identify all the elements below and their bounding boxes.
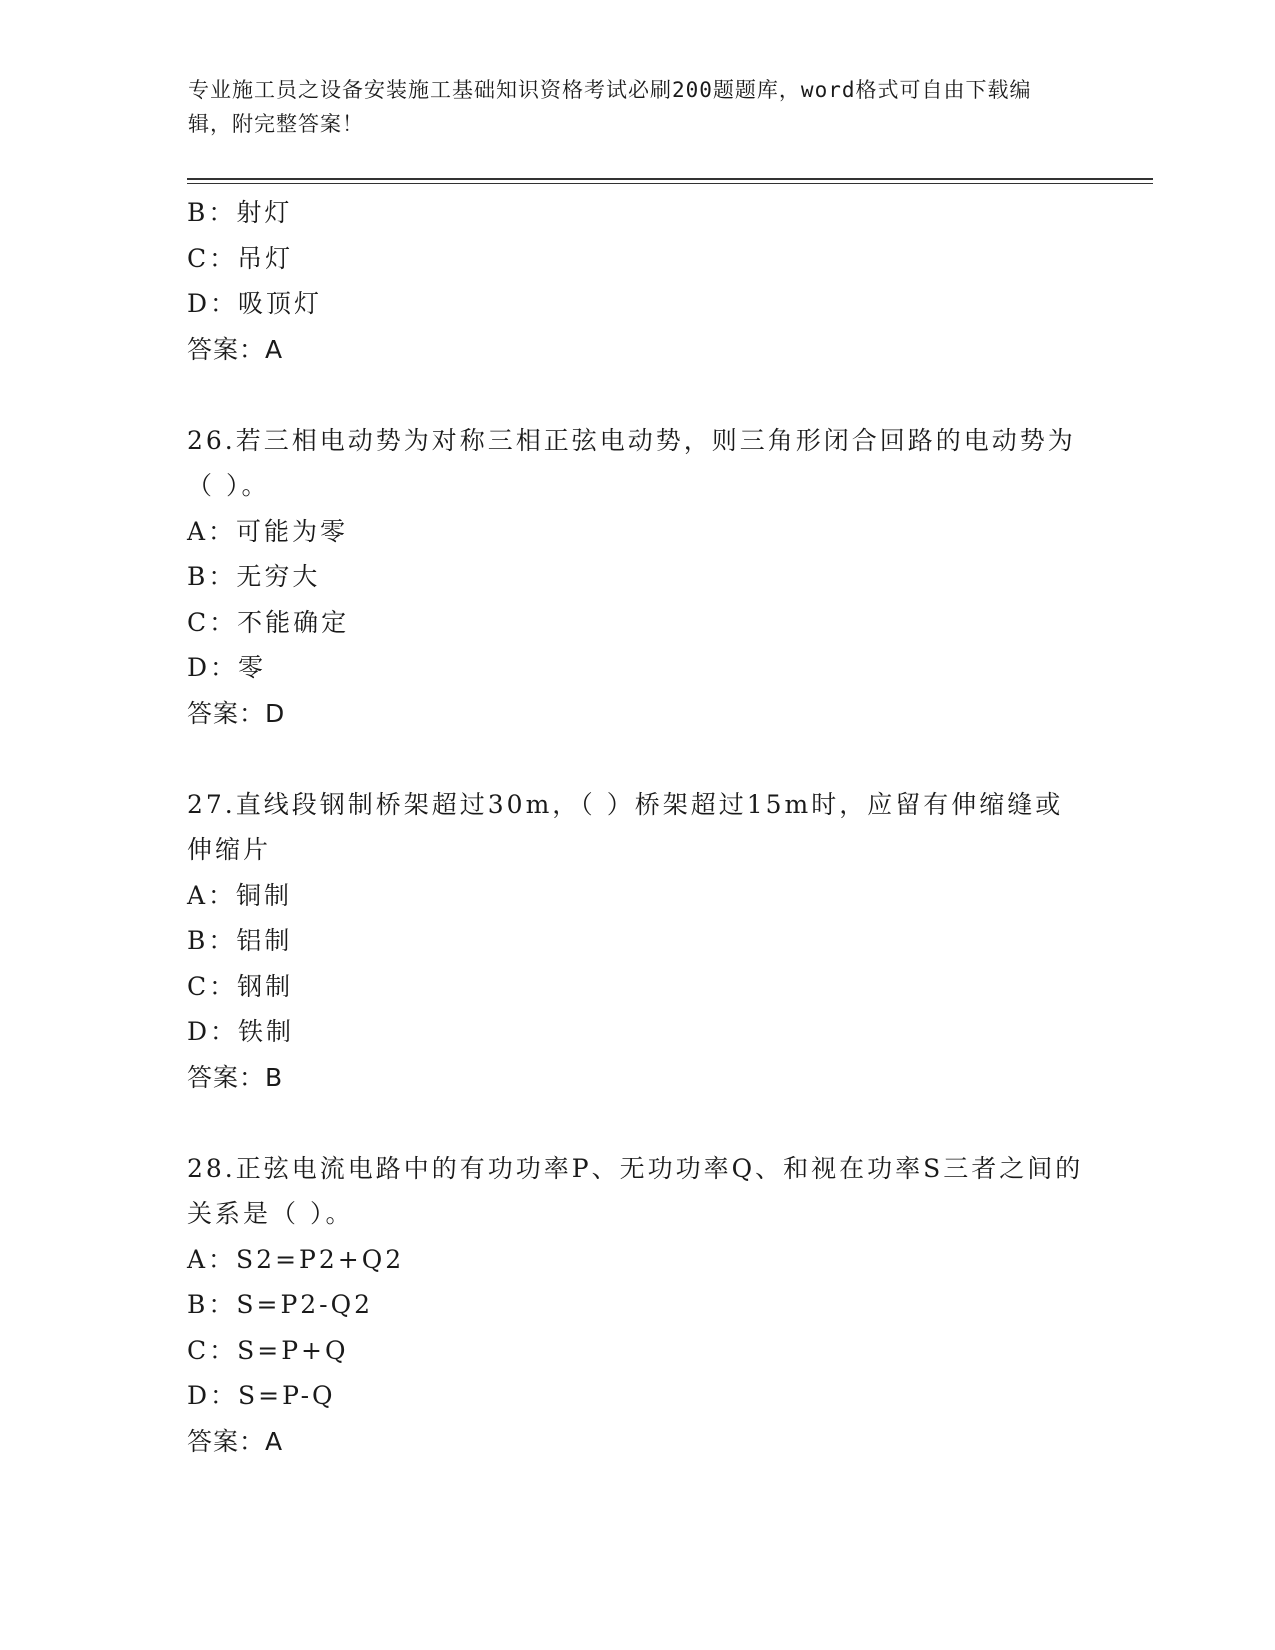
question-stem: 26.若三相电动势为对称三相正弦电动势，则三角形闭合回路的电动势为（ ）。	[187, 425, 1076, 500]
header-divider	[187, 178, 1153, 180]
question-stem: 27.直线段钢制桥架超过30m，（ ）桥架超过15m时，应留有伸缩缝或伸缩片	[187, 789, 1064, 864]
option-c: C：吊灯	[187, 243, 294, 273]
spacer	[187, 736, 1087, 782]
option-b: B：射灯	[187, 198, 293, 227]
spacer	[187, 372, 1087, 418]
question-27-block	[187, 782, 1087, 1101]
option-c: C：S=P+Q	[187, 1335, 349, 1365]
question-28-block	[187, 1146, 1087, 1465]
document-header: 专业施工员之设备安装施工基础知识资格考试必刷200题题库，word格式可自由下载编辑，附完整答案！	[188, 78, 1032, 136]
option-b: B：S=P2-Q2	[187, 1290, 374, 1319]
option-d: D：零	[187, 653, 267, 682]
spacer	[187, 1100, 1087, 1146]
question-26-block	[187, 418, 1087, 737]
question-25-block	[187, 190, 1087, 372]
option-c: C：不能确定	[187, 607, 350, 637]
answer-line: 答案：B	[187, 1062, 284, 1092]
answer-line: 答案：A	[187, 1426, 284, 1456]
option-b: B：铝制	[187, 926, 293, 955]
option-c: C：钢制	[187, 971, 294, 1001]
answer-line: 答案：D	[187, 698, 286, 728]
option-b: B：无穷大	[187, 562, 321, 591]
option-a: A：可能为零	[187, 516, 349, 546]
option-a: A：S2=P2+Q2	[187, 1244, 405, 1274]
option-d: D：铁制	[187, 1017, 295, 1046]
question-stem: 28.正弦电流电路中的有功功率P、无功功率Q、和视在功率S三者之间的关系是（ ）。	[187, 1153, 1084, 1228]
header-divider-thin	[187, 183, 1153, 184]
question-list	[187, 190, 1087, 1464]
option-d: D：S=P-Q	[187, 1381, 336, 1410]
option-a: A：铜制	[187, 880, 293, 910]
option-d: D：吸顶灯	[187, 289, 323, 318]
answer-line: 答案：A	[187, 334, 284, 364]
